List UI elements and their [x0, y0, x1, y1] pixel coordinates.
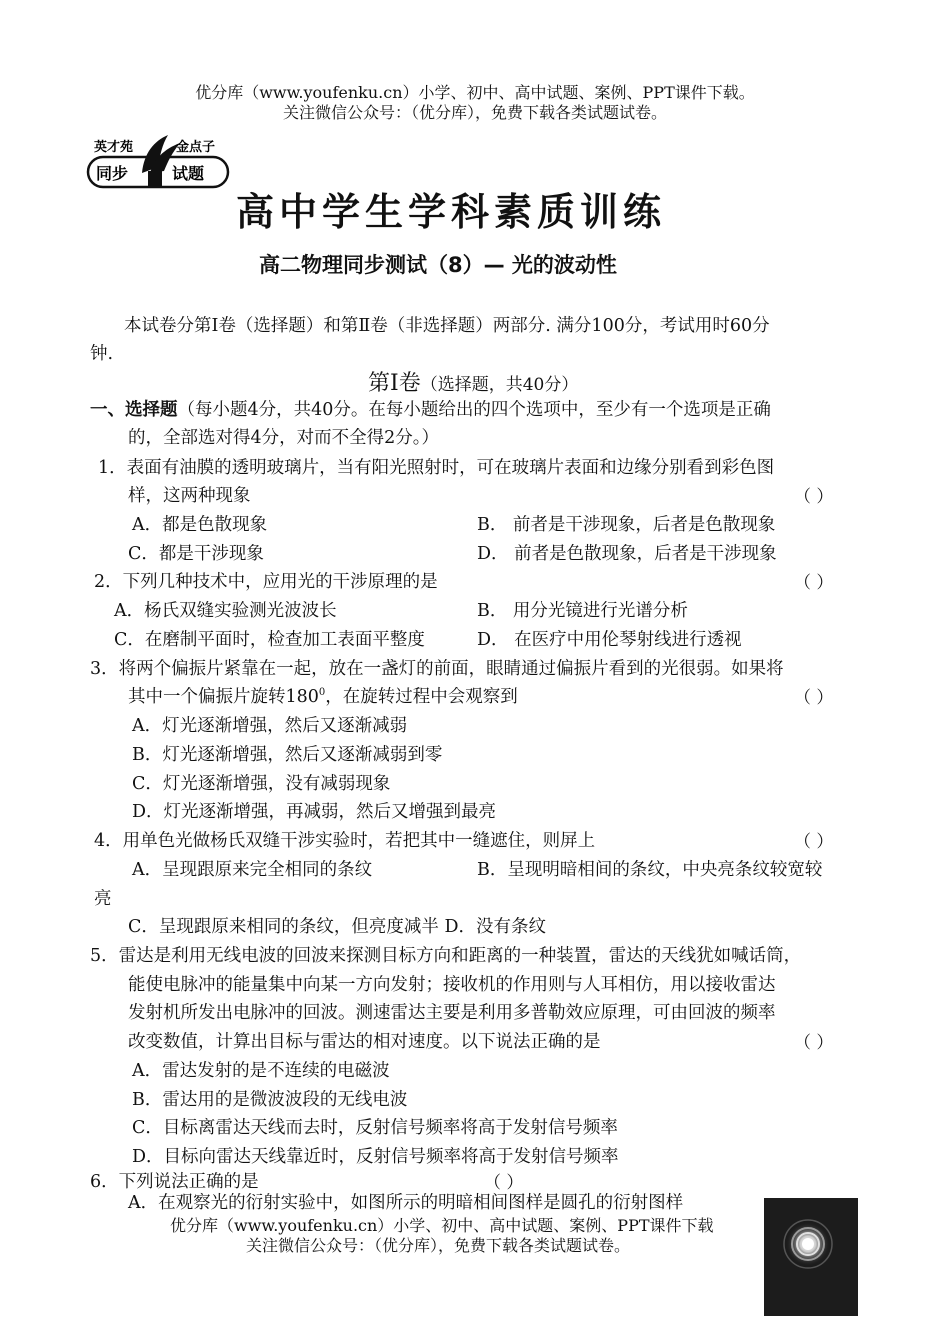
q5-option-a: A．雷达发射的是不连续的电磁波 [132, 1061, 390, 1081]
q5-stem-4: 改变数值，计算出目标与雷达的相对速度。以下说法正确的是 [128, 1032, 601, 1052]
header-line-1: 优分库（www.youfenku.cn）小学、初中、高中试题、案例、PPT课件下载。 [195, 83, 755, 102]
q1-option-b: B． 前者是干涉现象，后者是色散现象 [477, 515, 776, 535]
header-line-2: 关注微信公众号：（优分库），免费下载各类试题试卷。 [282, 103, 667, 122]
q3-answer-blank: （ ） [794, 688, 834, 708]
q3-option-d: D．灯光逐渐增强，再减弱，然后又增强到最亮 [132, 802, 497, 822]
q4-options-cd: C．呈现跟原来相同的条纹，但亮度减半 D．没有条纹 [128, 917, 546, 937]
q1-option-a: A．都是色散现象 [132, 515, 268, 535]
q4-option-a: A．呈现跟原来完全相同的条纹 [132, 860, 373, 880]
q3-option-b: B．灯光逐渐增强，然后又逐渐减弱到零 [132, 745, 443, 765]
q3-option-c: C．灯光逐渐增强，没有减弱现象 [132, 774, 391, 794]
q3-stem-2-tail: ，在旋转过程中会观察到 [325, 687, 518, 707]
q5-answer-blank: （ ） [794, 1033, 834, 1053]
q3-degree-sup: 0 [318, 687, 326, 699]
q6-answer-blank: （ ） [484, 1173, 524, 1193]
logo-text-bottom-left: 同步 [96, 164, 129, 183]
part-label: 一、选择题 [90, 400, 178, 420]
section-subtitle: （选择题，共40分） [420, 375, 579, 395]
q4-answer-blank: （ ） [794, 832, 834, 852]
q6-option-a: A．在观察光的衍射实验中，如图所示的明暗相间图样是圆孔的衍射图样 [128, 1193, 684, 1213]
q3-stem-2 [128, 683, 518, 708]
q2-option-d: D． 在医疗中用伦琴射线进行透视 [477, 630, 742, 650]
q5-option-c: C．目标离雷达天线而去时，反射信号频率将高于发射信号频率 [132, 1118, 618, 1138]
section-heading [368, 366, 578, 397]
q4-option-b: B．呈现明暗相间的条纹，中央亮条纹较宽较 [477, 860, 823, 880]
diffraction-rings [764, 1198, 858, 1316]
logo-text-top-right: 金点子 [176, 140, 216, 155]
q3-option-a: A．灯光逐渐增强，然后又逐渐减弱 [132, 716, 408, 736]
q2-option-a: A．杨氏双缝实验测光波波长 [114, 601, 337, 621]
q3-stem-2-text: 其中一个偏振片旋转180 [128, 687, 319, 707]
intro-line-2: 钟. [90, 344, 114, 364]
footer-line-2: 关注微信公众号：（优分库），免费下载各类试题试卷。 [246, 1236, 631, 1255]
logo-text-top-left: 英才苑 [94, 140, 134, 155]
diffraction-pattern-image [764, 1198, 858, 1316]
q2-option-b: B． 用分光镜进行光谱分析 [477, 601, 688, 621]
q5-option-d: D．目标向雷达天线靠近时，反射信号频率将高于发射信号频率 [132, 1147, 619, 1167]
logo-graphic [84, 133, 232, 191]
q2-option-c: C．在磨制平面时，检查加工表面平整度 [114, 630, 425, 650]
q1-option-d: D． 前者是色散现象，后者是干涉现象 [477, 544, 777, 564]
part-desc-2: 的，全部选对得4分，对而不全得2分。） [128, 428, 440, 448]
part-instructions [90, 396, 771, 421]
page-subtitle: 高二物理同步测试（8）— 光的波动性 [259, 253, 617, 277]
q5-stem-3: 发射机所发出电脉冲的回波。测速雷达主要是利用多普勒效应原理，可由回波的频率 [128, 1003, 776, 1023]
q6-stem: 6．下列说法正确的是 [90, 1172, 259, 1192]
section-title: 第Ⅰ卷 [368, 371, 421, 396]
q5-option-b: B．雷达用的是微波波段的无线电波 [132, 1090, 408, 1110]
intro-line-1: 本试卷分第Ⅰ卷（选择题）和第Ⅱ卷（非选择题）两部分. 满分100分，考试用时60分 [124, 316, 770, 336]
q4-stem: 4．用单色光做杨氏双缝干涉实验时，若把其中一缝遮住，则屏上 [94, 831, 596, 851]
q2-answer-blank: （ ） [794, 573, 834, 593]
q5-stem-2: 能使电脉冲的能量集中向某一方向发射；接收机的作用则与人耳相仿，用以接收雷达 [128, 975, 776, 995]
logo [84, 133, 232, 191]
q3-stem-1: 3．将两个偏振片紧靠在一起，放在一盏灯的前面，眼睛通过偏振片看到的光很弱。如果将 [90, 659, 784, 679]
logo-text-bottom-right: 试题 [172, 164, 205, 183]
q4-option-b-wrap: 亮 [94, 889, 112, 909]
q1-option-c: C．都是干涉现象 [128, 544, 264, 564]
q2-stem: 2．下列几种技术中，应用光的干涉原理的是 [94, 572, 438, 592]
q1-stem-1: 1．表面有油膜的透明玻璃片，当有阳光照射时，可在玻璃片表面和边缘分别看到彩色图 [98, 458, 775, 478]
q1-answer-blank: （ ） [794, 487, 834, 507]
part-desc-1: （每小题4分，共40分。在每小题给出的四个选项中，至少有一个选项是正确 [177, 400, 771, 420]
page-title: 高中学生学科素质训练 [236, 190, 667, 234]
q1-stem-2: 样，这两种现象 [128, 486, 251, 506]
q5-stem-1: 5．雷达是利用无线电波的回波来探测目标方向和距离的一种装置，雷达的天线犹如喊话筒， [90, 946, 802, 966]
footer-line-1: 优分库（www.youfenku.cn）小学、初中、高中试题、案例、PPT课件下载 [170, 1216, 714, 1235]
